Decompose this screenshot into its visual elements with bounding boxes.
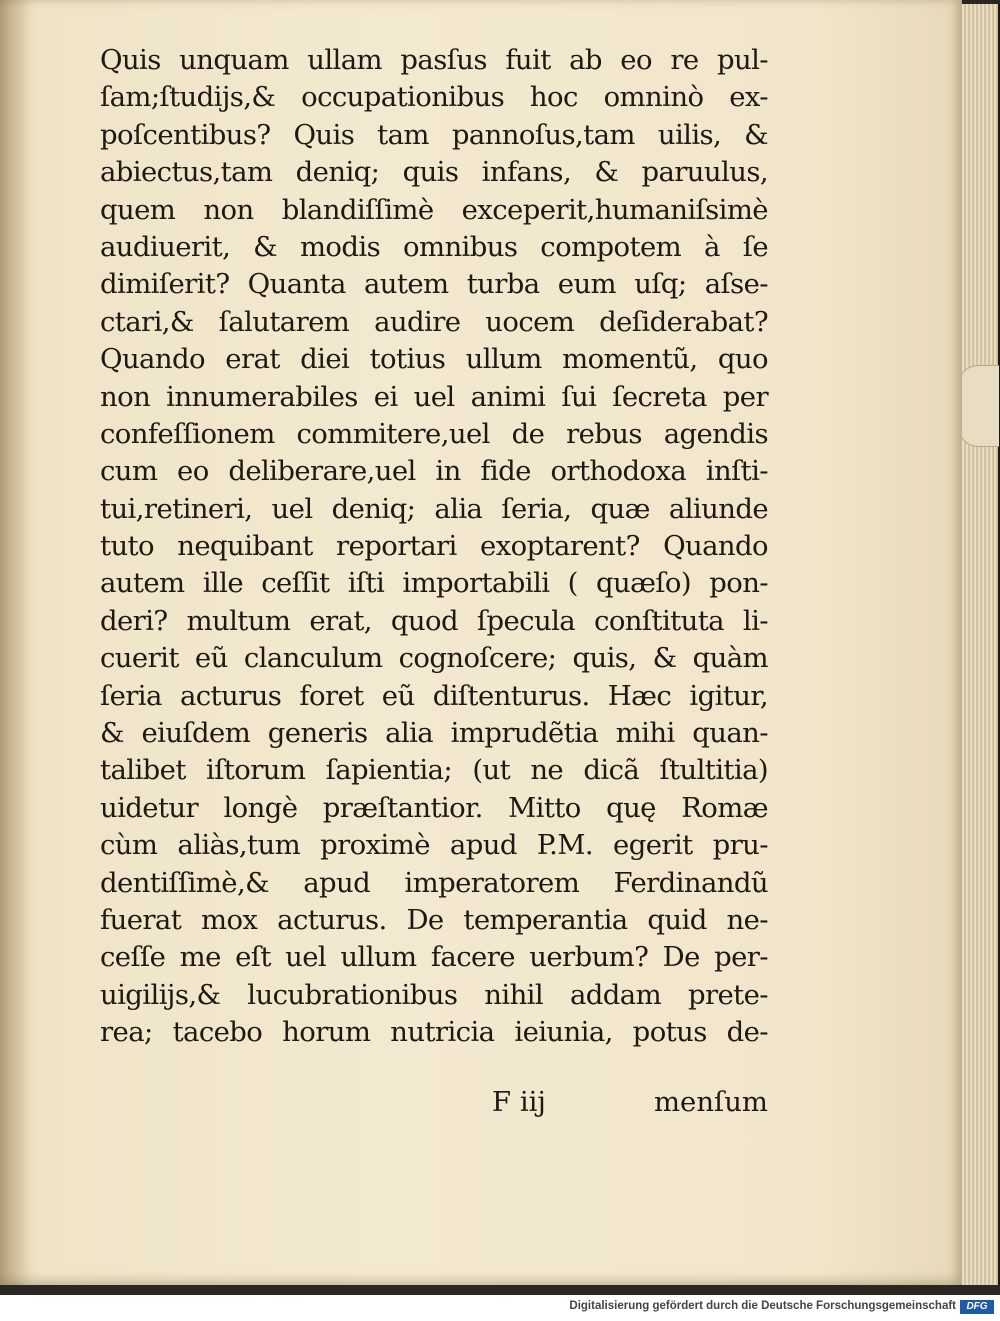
- text-line: fuerat mox acturus. De temperantia quid ne-: [100, 903, 768, 936]
- text-line: deri? multum erat, quod ſpecula conſtituta li-: [100, 604, 768, 637]
- text-line: uidetur longè præſtantior. Mitto quę Romæ: [100, 791, 768, 824]
- text-line: rea; tacebo horum nutricia ieiunia, potus de-: [100, 1016, 768, 1049]
- text-line: ctari,& ſalutarem audire uocem deſiderabat?: [100, 305, 768, 338]
- thumb-index-tab: [958, 365, 999, 447]
- text-line: Quis unquam ullam pasſus fuit ab eo re pul-: [100, 44, 768, 76]
- text-line: Quando erat diei totius ullum momentũ, quo: [100, 343, 768, 376]
- text-line: ceſſe me eſt uel ullum facere uerbum? De per-: [100, 941, 768, 974]
- text-line: uigilijs,& lucubrationibus nihil addam prete-: [100, 978, 768, 1011]
- book-fore-edge: [962, 4, 1000, 1285]
- text-line: autem ille ceſſit iſti importabili ( quæſo) pon-: [100, 567, 768, 600]
- dfg-credit-text: Digitalisierung gefördert durch die Deutsche Forschungsgemeinschaft: [569, 1300, 956, 1312]
- catchword: menſum: [653, 1086, 768, 1118]
- text-line: dimiſerit? Quanta autem turba eum uſq; aſse-: [100, 268, 768, 301]
- text-line: ſeria acturus foret eũ diſtenturus. Hæc igitur,: [100, 679, 768, 712]
- text-line: talibet iſtorum ſapientia; (ut ne dicã ſtultitia): [100, 754, 768, 787]
- text-line: tui,retineri, uel deniq; alia ſeria, quæ aliunde: [100, 492, 768, 525]
- text-line: ſam;ſtudijs,& occupationibus hoc omninò ex-: [100, 81, 768, 114]
- dfg-logo: DFG: [960, 1300, 994, 1314]
- text-block: [100, 42, 768, 1052]
- text-line: cùm aliàs,tum proximè apud P.M. egerit pru-: [100, 829, 768, 862]
- text-line: poſcentibus? Quis tam pannoſus,tam uilis, &: [100, 118, 768, 151]
- text-line: abiectus,tam deniq; quis infans, & paruulus,: [100, 156, 768, 189]
- text-line: audiuerit, & modis omnibus compotem à ſe: [100, 230, 768, 263]
- text-line: cuerit eũ clanculum cognoſcere; quis, & quàm: [100, 642, 768, 675]
- text-line: non innumerabiles ei uel animi ſui ſecreta per: [100, 380, 768, 413]
- text-line: confeſſionem commitere,uel de rebus agendis: [100, 417, 768, 450]
- signature-line: [100, 1082, 768, 1122]
- signature-mark: F iij: [492, 1086, 546, 1118]
- text-line: & eiuſdem generis alia imprudẽtia mihi quan-: [100, 717, 768, 750]
- text-line: quem non blandiſſimè exceperit,humaniſsimè: [100, 193, 768, 226]
- page-gutter-shadow: [0, 0, 30, 1285]
- text-line: dentiſſimè,& apud imperatorem Ferdinandũ: [100, 866, 768, 899]
- footer-bar: [0, 1295, 1000, 1321]
- text-line: cum eo deliberare,uel in fide orthodoxa inſti-: [100, 455, 768, 488]
- text-line: tuto nequibant reportari exoptarent? Quando: [100, 530, 768, 563]
